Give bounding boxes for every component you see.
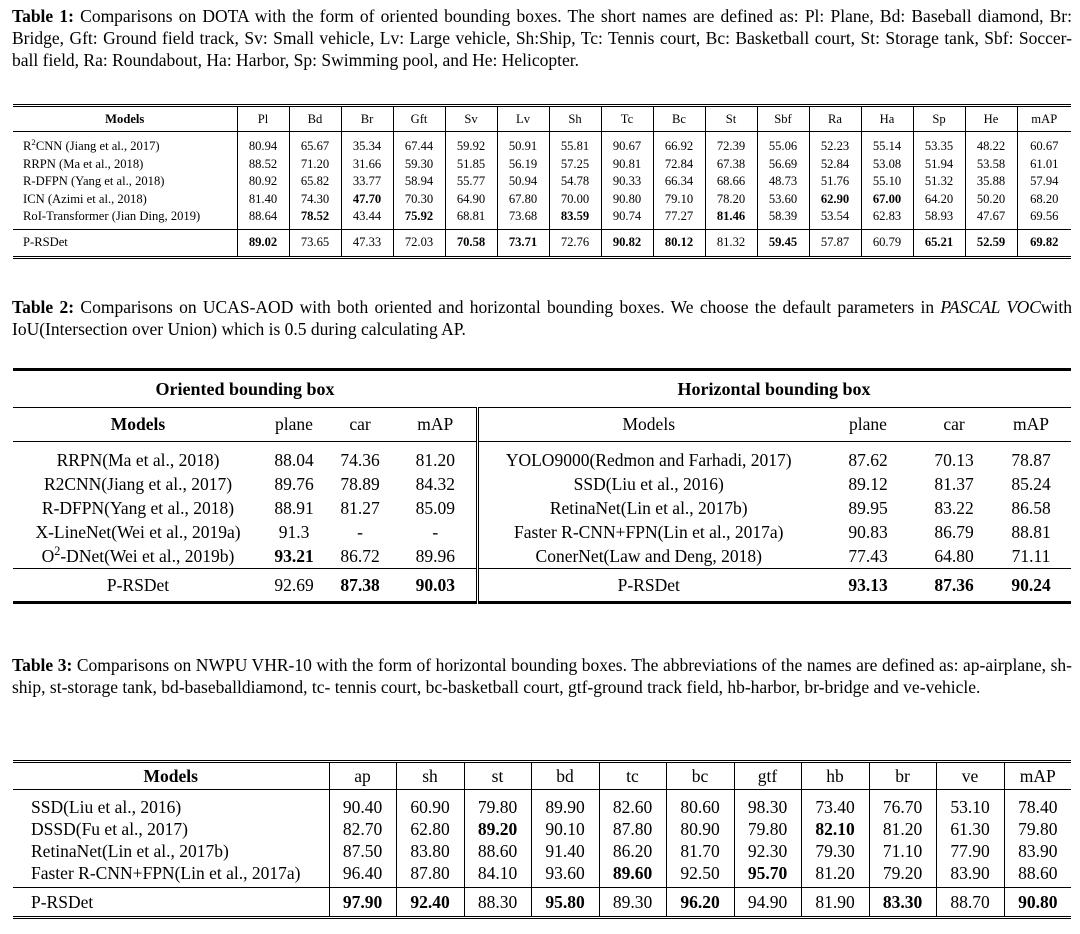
table3-value-cell: 83.90	[936, 862, 1004, 888]
table1-value-cell: 56.69	[757, 156, 809, 174]
table1-value-cell: 70.30	[393, 191, 445, 209]
table1-value-cell: 68.66	[705, 173, 757, 191]
table3-value-cell: 87.80	[599, 818, 666, 840]
table1-value-cell: 50.20	[965, 191, 1017, 209]
table2-left-model-cell: P-RSDet	[13, 569, 263, 603]
table1-value-cell: 55.10	[861, 173, 913, 191]
table1-value-cell: 80.92	[237, 173, 289, 191]
table1-value-cell: 89.02	[237, 229, 289, 257]
table1-value-cell: 53.35	[913, 132, 965, 156]
table3-value-cell: 92.30	[734, 840, 801, 862]
table1-value-cell: 90.80	[601, 191, 653, 209]
table3-value-cell: 88.60	[1004, 862, 1071, 888]
table1-value-cell: 72.39	[705, 132, 757, 156]
table3-header-ap: ap	[329, 762, 396, 790]
table1-value-cell: 31.66	[341, 156, 393, 174]
table1-value-cell: 65.67	[289, 132, 341, 156]
table1-value-cell: 71.20	[289, 156, 341, 174]
table3-value-cell: 71.10	[869, 840, 936, 862]
table1-value-cell: 90.74	[601, 208, 653, 229]
table1-caption-text: Comparisons on DOTA with the form of oriented bounding boxes. The short names are defined as: Pl: Plane, Bd: Baseball diamond, Br: Bridge, Gft: Ground field track, Sv: Small vehicle, Lv: Large vehicle, Sh:Ship, Tc: Tennis court, Bc: Basketball court, St: Storage tank, Sbf: Soccer-ball field, Ra: Roundabout, Ha: Harbor, Sp: Swimming pool, and He: Helicopter.	[12, 6, 1072, 70]
table3-value-cell: 62.80	[396, 818, 464, 840]
table2-right-value-cell: 83.22	[934, 497, 974, 518]
table2-left-model-cell	[13, 472, 263, 496]
table3-value-cell: 77.90	[936, 840, 1004, 862]
table2-right-value-cell: 85.24	[1011, 473, 1051, 494]
table3-value-cell: 79.20	[869, 862, 936, 888]
table3-value-cell: 84.10	[464, 862, 531, 888]
table3-value-cell: 90.40	[329, 790, 396, 819]
table3-value-cell: 89.60	[599, 862, 666, 888]
table3-value-cell: 79.80	[1004, 818, 1071, 840]
table1-value-cell: 60.67	[1017, 132, 1071, 156]
table1-value-cell: 53.60	[757, 191, 809, 209]
table2-left-header-plane: plane	[263, 408, 325, 442]
table1-value-cell: 56.19	[497, 156, 549, 174]
table3-model-cell: SSD(Liu et al., 2016)	[31, 796, 182, 817]
table1-label: Table 1:	[12, 6, 74, 26]
table1-value-cell: 57.94	[1017, 173, 1071, 191]
table1-value-cell: 57.87	[809, 229, 861, 257]
table1-value-cell: 50.91	[497, 132, 549, 156]
table2-left-value-cell: 90.03	[395, 569, 477, 603]
table1-header-br: Br	[341, 106, 393, 132]
table2-left-header-models: Models	[13, 408, 263, 442]
table3-value-cell: 83.80	[396, 840, 464, 862]
table1-value-cell: 53.58	[965, 156, 1017, 174]
table1-header-map: mAP	[1017, 106, 1071, 132]
table3-value-cell: 96.20	[666, 888, 734, 918]
model-name-text: RoI-Transformer (Jian Ding, 2019)	[23, 209, 201, 224]
table2-left-header-map: mAP	[395, 408, 477, 442]
table2-caption-text-b: with IoU(Intersection over Union) which is 0.5 during calculating AP.	[12, 297, 1072, 339]
table2-left-value-cell: 89.96	[415, 545, 455, 566]
table3-value-cell: 87.50	[329, 840, 396, 862]
table1-header-lv: Lv	[497, 106, 549, 132]
table3-value-cell: 79.30	[801, 840, 869, 862]
table1-value-cell: 50.94	[497, 173, 549, 191]
table2-group-horizontal: Horizontal bounding box	[477, 370, 1071, 408]
table3-header-st: st	[464, 762, 531, 790]
table1-value-cell: 78.20	[705, 191, 757, 209]
table2-right-value-cell: 64.80	[934, 545, 974, 566]
table1-value-cell: 33.77	[341, 173, 393, 191]
table3-value-cell: 97.90	[329, 888, 396, 918]
table2-right-value-cell: 86.58	[1011, 497, 1051, 518]
table-row	[13, 156, 1071, 174]
table2-group-header	[13, 370, 1071, 408]
table1-value-cell: 73.71	[497, 229, 549, 257]
table1-model-cell	[13, 208, 237, 229]
table3-value-cell: 92.40	[396, 888, 464, 918]
table1-value-cell: 47.67	[965, 208, 1017, 229]
table1-value-cell: 55.06	[757, 132, 809, 156]
table1-final-row	[13, 229, 1071, 257]
table2-right-model-cell: YOLO9000(Redmon and Farhadi, 2017)	[477, 442, 819, 473]
table3-header-br: br	[869, 762, 936, 790]
table1-value-cell: 78.52	[289, 208, 341, 229]
table2-left-header-car: car	[325, 408, 395, 442]
table1-header-ra: Ra	[809, 106, 861, 132]
table2-right-value-cell: 89.95	[848, 497, 888, 518]
table3-value-cell: 94.90	[734, 888, 801, 918]
table1-value-cell: 62.83	[861, 208, 913, 229]
table2-right-model-cell: Faster R-CNN+FPN(Lin et al., 2017a)	[477, 520, 819, 544]
table3-model-cell: RetinaNet(Lin et al., 2017b)	[31, 840, 229, 861]
table3-final-row	[13, 888, 1071, 918]
table2-caption	[12, 296, 1072, 340]
table2-right-value-cell: 86.79	[934, 521, 974, 542]
table3-value-cell: 83.90	[1004, 840, 1071, 862]
model-name-text: ICN (Azimi et al., 2018)	[23, 191, 147, 206]
table3-header-sh: sh	[396, 762, 464, 790]
table2-left-value-cell: 87.38	[325, 569, 395, 603]
table3-value-cell: 89.20	[464, 818, 531, 840]
table2-left-value-cell: 86.72	[340, 545, 380, 566]
table3-value-cell: 95.80	[531, 888, 599, 918]
table3-value-cell: 86.20	[599, 840, 666, 862]
table2-left-value-cell: 93.21	[274, 545, 314, 566]
table1-value-cell: 47.70	[341, 191, 393, 209]
table-row	[13, 520, 1071, 544]
table2-left-value-cell: 81.20	[415, 449, 455, 470]
table2-group-oriented: Oriented bounding box	[13, 370, 477, 408]
table3-value-cell: 53.10	[936, 790, 1004, 819]
table1-value-cell: 73.68	[497, 208, 549, 229]
table3-value-cell: 83.30	[869, 888, 936, 918]
table-row	[13, 442, 1071, 473]
table3-label: Table 3:	[12, 655, 73, 675]
table3-value-cell: 79.80	[464, 790, 531, 819]
table3-header-hb: hb	[801, 762, 869, 790]
table3-value-cell: 98.30	[734, 790, 801, 819]
table-row	[13, 472, 1071, 496]
table2-left-model-cell	[13, 520, 263, 544]
table1-value-cell: 90.81	[601, 156, 653, 174]
table1-value-cell: 51.76	[809, 173, 861, 191]
table3-value-cell: 79.80	[734, 818, 801, 840]
table1-value-cell: 67.38	[705, 156, 757, 174]
table1-value-cell: 83.59	[549, 208, 601, 229]
table1-value-cell: 60.79	[861, 229, 913, 257]
table1-value-cell: 90.67	[601, 132, 653, 156]
table3-header-map: mAP	[1004, 762, 1071, 790]
table1-value-cell: 65.21	[913, 229, 965, 257]
table1-value-cell: 88.64	[237, 208, 289, 229]
table1-header-pl: Pl	[237, 106, 289, 132]
table1-value-cell: 58.94	[393, 173, 445, 191]
table3-header-tc: tc	[599, 762, 666, 790]
table1-value-cell: 74.30	[289, 191, 341, 209]
table3-value-cell: 82.10	[801, 818, 869, 840]
table1-model-cell	[13, 191, 237, 209]
model-name-text: R2CNN(Jiang et al., 2017)	[43, 473, 233, 494]
table1-value-cell: 51.32	[913, 173, 965, 191]
table3-value-cell: 88.30	[464, 888, 531, 918]
table3-value-cell: 81.70	[666, 840, 734, 862]
table3-value-cell: 90.10	[531, 818, 599, 840]
model-name-superscript: 2	[54, 543, 61, 558]
table1-value-cell: 64.20	[913, 191, 965, 209]
table3-value-cell: 78.40	[1004, 790, 1071, 819]
table2-right-value-cell: 78.87	[1011, 449, 1051, 470]
table2-column-header	[13, 408, 1071, 442]
table3-value-cell: 76.70	[869, 790, 936, 819]
table2-right-model-cell: ConerNet(Law and Deng, 2018)	[477, 544, 819, 569]
table3-value-cell: 91.40	[531, 840, 599, 862]
table1-value-cell: 47.33	[341, 229, 393, 257]
table1-header-row	[13, 106, 1071, 132]
table2-right-header-models: Models	[477, 408, 819, 442]
table3-value-cell: 88.60	[464, 840, 531, 862]
table2-left-model-cell	[13, 496, 263, 520]
table3-value-cell: 80.60	[666, 790, 734, 819]
table1	[13, 104, 1071, 259]
table-row	[13, 544, 1071, 569]
table2-right-value-cell: 88.81	[1011, 521, 1051, 542]
table1-value-cell: 80.94	[237, 132, 289, 156]
table2-right-value-cell: 87.36	[917, 569, 991, 603]
table1-value-cell: 90.33	[601, 173, 653, 191]
table2-right-value-cell: 81.37	[934, 473, 974, 494]
table1-value-cell: 59.30	[393, 156, 445, 174]
table1-model-cell: P-RSDet	[13, 229, 237, 257]
table1-value-cell: 88.52	[237, 156, 289, 174]
table1-value-cell: 51.94	[913, 156, 965, 174]
table2-right-value-cell: 90.24	[991, 569, 1071, 603]
table1-header-he: He	[965, 106, 1017, 132]
table1-value-cell: 80.12	[653, 229, 705, 257]
model-name-text: R-DFPN(Yang et al., 2018)	[41, 497, 235, 518]
table2-left-model-cell	[13, 442, 263, 473]
table1-model-cell	[13, 173, 237, 191]
table1-value-cell: 52.59	[965, 229, 1017, 257]
table2-right-value-cell: 77.43	[848, 545, 888, 566]
table1-value-cell: 55.81	[549, 132, 601, 156]
table3-header-ve: ve	[936, 762, 1004, 790]
table1-value-cell: 72.76	[549, 229, 601, 257]
table1-header-tc: Tc	[601, 106, 653, 132]
table2-left-value-cell: 84.32	[415, 473, 455, 494]
table2-left-value-cell: 89.76	[274, 473, 314, 494]
table3-value-cell: 88.70	[936, 888, 1004, 918]
table1-value-cell: 35.88	[965, 173, 1017, 191]
table1-value-cell: 61.01	[1017, 156, 1071, 174]
table-row	[13, 132, 1071, 156]
table3	[13, 760, 1071, 919]
table2-left-value-cell: -	[432, 521, 439, 542]
table1-value-cell: 66.92	[653, 132, 705, 156]
table3-value-cell: 73.40	[801, 790, 869, 819]
table2-right-value-cell: 71.11	[1011, 545, 1051, 566]
table2-right-model-cell: P-RSDet	[477, 569, 819, 603]
table1-header-gft: Gft	[393, 106, 445, 132]
table2-left-model-cell	[13, 544, 263, 569]
table2-right-value-cell: 87.62	[848, 449, 888, 470]
table3-value-cell: 61.30	[936, 818, 1004, 840]
table1-value-cell: 53.08	[861, 156, 913, 174]
table1-value-cell: 67.80	[497, 191, 549, 209]
model-name-suffix: -DNet(Wei et al., 2019b)	[60, 545, 235, 566]
table1-value-cell: 57.25	[549, 156, 601, 174]
table1-value-cell: 75.92	[393, 208, 445, 229]
table1-value-cell: 68.81	[445, 208, 497, 229]
table1-value-cell: 81.32	[705, 229, 757, 257]
table1-value-cell: 43.44	[341, 208, 393, 229]
table3-header-gtf: gtf	[734, 762, 801, 790]
table3-value-cell: 93.60	[531, 862, 599, 888]
model-name-suffix: CNN (Jiang et al., 2017)	[35, 139, 160, 154]
table2-right-header-car: car	[917, 408, 991, 442]
table1-value-cell: 70.58	[445, 229, 497, 257]
table1-value-cell: 59.92	[445, 132, 497, 156]
table1-value-cell: 67.44	[393, 132, 445, 156]
model-name-text: R	[23, 139, 32, 154]
table1-model-cell	[13, 132, 237, 156]
model-name-text: R-DFPN (Yang et al., 2018)	[23, 174, 165, 189]
table3-value-cell: 95.70	[734, 862, 801, 888]
model-name-text: RRPN (Ma et al., 2018)	[23, 156, 144, 171]
table1-value-cell: 70.00	[549, 191, 601, 209]
table2-right-model-cell: SSD(Liu et al., 2016)	[477, 472, 819, 496]
table1-value-cell: 58.93	[913, 208, 965, 229]
table3-value-cell: 81.20	[801, 862, 869, 888]
table1-header-ha: Ha	[861, 106, 913, 132]
table1-value-cell: 48.22	[965, 132, 1017, 156]
table3-model-cell: DSSD(Fu et al., 2017)	[31, 818, 189, 839]
table3-value-cell: 92.50	[666, 862, 734, 888]
table3-header-bd: bd	[531, 762, 599, 790]
table3-value-cell: 96.40	[329, 862, 396, 888]
table1-value-cell: 62.90	[809, 191, 861, 209]
table2-right-header-map: mAP	[991, 408, 1071, 442]
table3-header-row	[13, 762, 1071, 790]
table2-final-row	[13, 569, 1071, 603]
table1-value-cell: 73.65	[289, 229, 341, 257]
table1-value-cell: 48.73	[757, 173, 809, 191]
table-row	[13, 840, 1071, 862]
table1-header-sh: Sh	[549, 106, 601, 132]
table1-value-cell: 68.20	[1017, 191, 1071, 209]
table2-right-value-cell: 90.83	[848, 521, 888, 542]
table1-header-sp: Sp	[913, 106, 965, 132]
table-row	[13, 191, 1071, 209]
table2-right-model-cell: RetinaNet(Lin et al., 2017b)	[477, 496, 819, 520]
table2-left-value-cell: 91.3	[278, 521, 310, 542]
model-name-superscript: 2	[31, 137, 36, 148]
table3-value-cell: 82.60	[599, 790, 666, 819]
table-row	[13, 818, 1071, 840]
table1-value-cell: 69.82	[1017, 229, 1071, 257]
table1-header-bd: Bd	[289, 106, 341, 132]
table-row	[13, 173, 1071, 191]
table3-value-cell: 82.70	[329, 818, 396, 840]
table3-model-cell: P-RSDet	[13, 888, 329, 918]
table2-left-value-cell: 92.69	[263, 569, 325, 603]
table1-value-cell: 54.78	[549, 173, 601, 191]
table1-value-cell: 66.34	[653, 173, 705, 191]
table1-header-sv: Sv	[445, 106, 497, 132]
table1-header-sbf: Sbf	[757, 106, 809, 132]
table3-model-cell: Faster R-CNN+FPN(Lin et al., 2017a)	[13, 862, 329, 888]
table1-value-cell: 79.10	[653, 191, 705, 209]
table3-value-cell: 81.20	[869, 818, 936, 840]
table3-value-cell: 60.90	[396, 790, 464, 819]
table2-left-value-cell: 85.09	[415, 497, 455, 518]
table1-value-cell: 90.82	[601, 229, 653, 257]
model-name-text: RRPN(Ma et al., 2018)	[56, 449, 220, 470]
table3-value-cell: 89.30	[599, 888, 666, 918]
table1-header-bc: Bc	[653, 106, 705, 132]
table-row	[13, 208, 1071, 229]
table2	[13, 368, 1071, 604]
table1-value-cell: 72.03	[393, 229, 445, 257]
table2-left-value-cell: 74.36	[340, 449, 380, 470]
table3-value-cell: 90.80	[1004, 888, 1071, 918]
table3-header-models: Models	[13, 762, 329, 790]
table1-caption	[12, 5, 1072, 71]
table2-right-value-cell: 89.12	[848, 473, 888, 494]
table2-left-value-cell: 78.89	[340, 473, 380, 494]
table3-caption	[12, 654, 1072, 698]
table2-label: Table 2:	[12, 297, 75, 317]
table3-value-cell: 81.90	[801, 888, 869, 918]
table2-left-value-cell: -	[357, 521, 363, 542]
table1-value-cell: 67.00	[861, 191, 913, 209]
table1-value-cell: 35.34	[341, 132, 393, 156]
table1-value-cell: 69.56	[1017, 208, 1071, 229]
table1-value-cell: 55.77	[445, 173, 497, 191]
table1-header-st: St	[705, 106, 757, 132]
table2-right-value-cell: 93.13	[819, 569, 917, 603]
table2-right-value-cell: 70.13	[934, 449, 974, 470]
table2-left-value-cell: 81.27	[340, 497, 380, 518]
table1-value-cell: 51.85	[445, 156, 497, 174]
table-row	[13, 790, 1071, 819]
table2-caption-italic: PASCAL VOC	[940, 297, 1041, 317]
table1-header-models: Models	[13, 106, 237, 132]
table2-right-header-plane: plane	[819, 408, 917, 442]
table1-value-cell: 65.82	[289, 173, 341, 191]
table1-value-cell: 72.84	[653, 156, 705, 174]
table2-left-value-cell: 88.04	[274, 449, 314, 470]
table-row	[13, 862, 1071, 888]
table1-value-cell: 77.27	[653, 208, 705, 229]
table3-value-cell: 87.80	[396, 862, 464, 888]
table3-caption-text: Comparisons on NWPU VHR-10 with the form of horizontal bounding boxes. The abbreviations of the names are defined as: ap-airplane, sh-ship, st-storage tank, bd-baseballdiamond, tc- tennis court, bc-basketball court, gtf-ground track field, hb-harbor, br-bridge and ve-vehicle.	[12, 655, 1072, 697]
table1-value-cell: 64.90	[445, 191, 497, 209]
table1-value-cell: 53.54	[809, 208, 861, 229]
table-row	[13, 496, 1071, 520]
table1-value-cell: 58.39	[757, 208, 809, 229]
model-name-text: X-LineNet(Wei et al., 2019a)	[35, 521, 241, 542]
table1-value-cell: 52.84	[809, 156, 861, 174]
table1-value-cell: 55.14	[861, 132, 913, 156]
table1-value-cell: 81.46	[705, 208, 757, 229]
table2-left-value-cell: 88.91	[274, 497, 314, 518]
table1-value-cell: 52.23	[809, 132, 861, 156]
table3-value-cell: 80.90	[666, 818, 734, 840]
table1-value-cell: 59.45	[757, 229, 809, 257]
table1-model-cell	[13, 156, 237, 174]
table1-value-cell: 81.40	[237, 191, 289, 209]
table3-value-cell: 89.90	[531, 790, 599, 819]
model-name-text: O	[41, 545, 55, 566]
table3-header-bc: bc	[666, 762, 734, 790]
table2-caption-text-a: Comparisons on UCAS-AOD with both oriented and horizontal bounding boxes. We choose the default parameters in	[80, 297, 941, 317]
